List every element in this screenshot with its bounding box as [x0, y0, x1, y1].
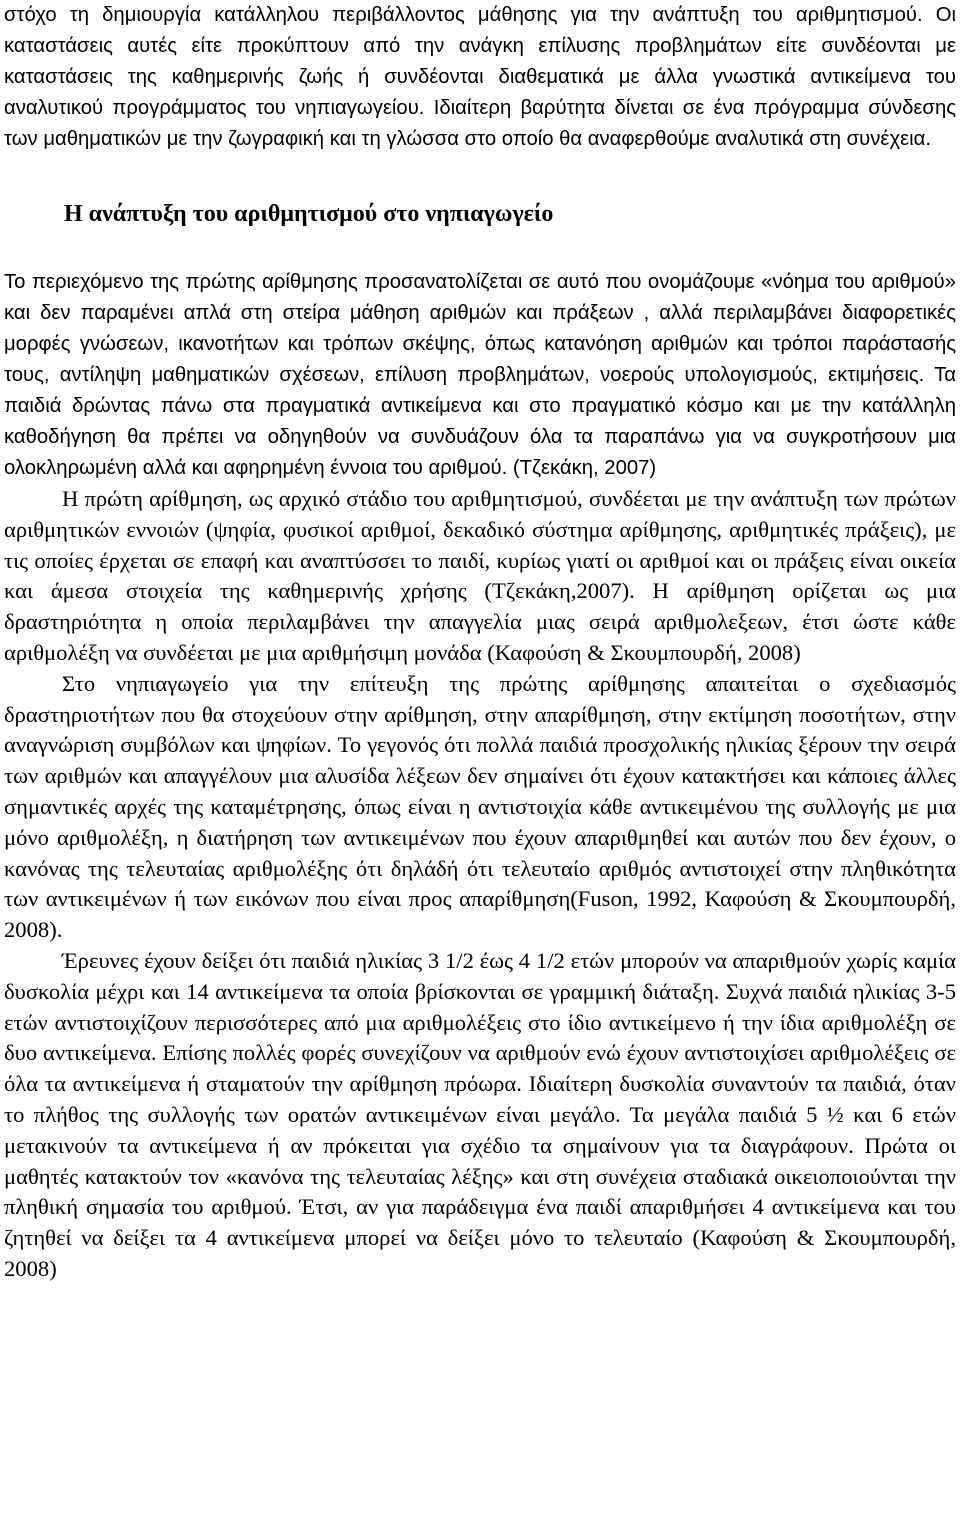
paragraph-first-counting: Η πρώτη αρίθμηση, ως αρχικό στάδιο του αριθμητισμού, συνδέεται με την ανάπτυξη των πρώτων αριθμητικών εννοιών (ψηφία, φυσικοί αριθμοί, δεκαδικό σύστημα αρίθμησης, αριθμητικές πράξεις), με τις οποίες έρχεται σε επαφή και αναπτύσσει το παιδί, κυρίως γιατί οι αριθμοί και οι πράξεις είναι οικεία και άμεσα στοιχεία της καθημερινής χρήσης (Τζεκάκη,2007). Η αρίθμηση ορίζεται ως μια δραστηριότητα η οποία περιλαμβάνει την απαγγελία μιας σειρά αριθμολεξεων, έτσι ώστε κάθε αριθμολέξη να συνδέεται με μια αριθμήσιμη μονάδα (Καφούση & Σκουμπουρδή, 2008) — [4, 486, 956, 665]
section-heading: Η ανάπτυξη του αριθμητισμού στο νηπιαγωγείο — [64, 201, 554, 227]
paragraph-kindergarten-activities: Στο νηπιαγωγείο για την επίτευξη της πρώτης αρίθμησης απαιτείται ο σχεδιασμός δραστηριοτήτων που θα στοχεύουν στην αρίθμηση, στην απαρίθμηση, στην εκτίμηση ποσοτήτων, στην αναγνώριση συμβόλων και ψηφίων. Το γεγονός ότι πολλά παιδιά προσχολικής ηλικίας ξέρουν την σειρά των αριθμών και απαγγέλουν μια αλυσίδα λέξεων δεν σημαίνει ότι έχουν κατακτήσει και κάποιες άλλες σημαντικές αρχές της καταμέτρησης, όπως είναι η αντιστοιχία κάθε αντικειμένου της συλλογής με μια μόνο αριθμολέξη, η διατήρηση των αντικειμένων που έχουν απαριθμηθεί και αυτών που δεν έχουν, ο κανόνας της τελευταίας αριθμολέξης ότι δηλάδή ότι τελευταίο αριθμός αντιστοιχεί στην πληθικότητα των αντικειμένων ή των εικόνων που είναι προς απαρίθμηση(Fuson, 1992, Καφούση & Σκουμπουρδή, 2008). — [4, 670, 956, 943]
paragraph-research-findings: Έρευνες έχουν δείξει ότι παιδιά ηλικίας 3 1/2 έως 4 1/2 ετών μπορούν να απαριθμούν χωρίς καμία δυσκολία μέχρι και 14 αντικείμενα τα οποία βρίσκονται σε γραμμική διάταξη. Συχνά παιδιά ηλικίας 3-5 ετών αντιστοιχίζουν περισσότερες από μια αριθμολέξεις στο ίδιο αντικείμενο ή την ίδια αριθμολέξη σε δυο αντικείμενα. Επίσης πολλές φορές συνεχίζουν να αριθμούν ενώ έχουν αντιστοιχίσει αριθμολέξεις σε όλα τα αντικείμενα ή σταματούν την αρίθμηση πρόωρα. Ιδιαίτερη δυσκολία συναντούν τα παιδιά, όταν το πλήθος της συλλογής των ορατών αντικειμένων είναι μεγάλο. Τα μεγάλα παιδιά 5 ½ και 6 ετών μετακινούν τα αντικείμενα ή αν πρόκειται για σχέδιο τα σημαίνουν για τα διαγράφουν. Πρώτα οι μαθητές κατακτούν τον «κανόνα της τελευταίας λέξης» και στη συνέχεια σταδιακά οικειοποιούνται την πληθική σημασία του αριθμού. Έτσι, αν για παράδειγμα ένα παιδί απαριθμήσει 4 αντικείμενα και του ζητηθεί να δείξει τα 4 αντικείμενα μπορεί να δείξει μόνο το τελευταίο (Καφούση & Σκουμπουρδή, 2008) — [4, 947, 956, 1281]
section-heading-wrapper — [4, 198, 956, 230]
document-page — [4, 0, 956, 1285]
intro-paragraph: στόχο τη δημιουργία κατάλληλου περιβάλλοντος μάθησης για την ανάπτυξη του αριθμητισμού. Οι καταστάσεις αυτές είτε προκύπτουν από την ανάγκη επίλυσης προβλημάτων είτε συνδέονται με καταστάσεις της καθημερινής ζωής ή συνδέονται διαθεματικά με άλλα γνωστικά αντικείμενα του αναλυτικού προγράμματος του νηπιαγωγείου. Ιδιαίτερη βαρύτητα δίνεται σε ένα πρόγραμμα σύνδεσης των μαθηματικών με την ζωγραφική και τη γλώσσα στο οποίο θα αναφερθούμε αναλυτικά στη συνέχεια. — [4, 4, 956, 150]
paragraph-number-sense: Το περιεχόμενο της πρώτης αρίθμησης προσανατολίζεται σε αυτό που ονομάζουμε «νόημα του αριθμού» και δεν παραμένει απλά στη στείρα μάθηση αριθμών και πράξεων , αλλά περιλαμβάνει διαφορετικές μορφές γνώσεων, ικανοτήτων και τρόπων σκέψης, όπως κατανόηση αριθμών και τρόποι παράστασής τους, αντίληψη μαθηματικών σχέσεων, επίλυση προβλημάτων, νοερούς υπολογισμούς, εκτιμήσεις. Τα παιδιά δρώντας πάνω στα πραγματικά αντικείμενα και στο πραγματικό κόσμο και με την κατάλληλη καθοδήγηση θα πρέπει να οδηγηθούν να συνδυάζουν όλα τα παραπάνω για να συγκροτήσουν μια ολοκληρωμένη αλλά και αφηρημένη έννοια του αριθμού. (Τζεκάκη, 2007) — [4, 271, 956, 479]
